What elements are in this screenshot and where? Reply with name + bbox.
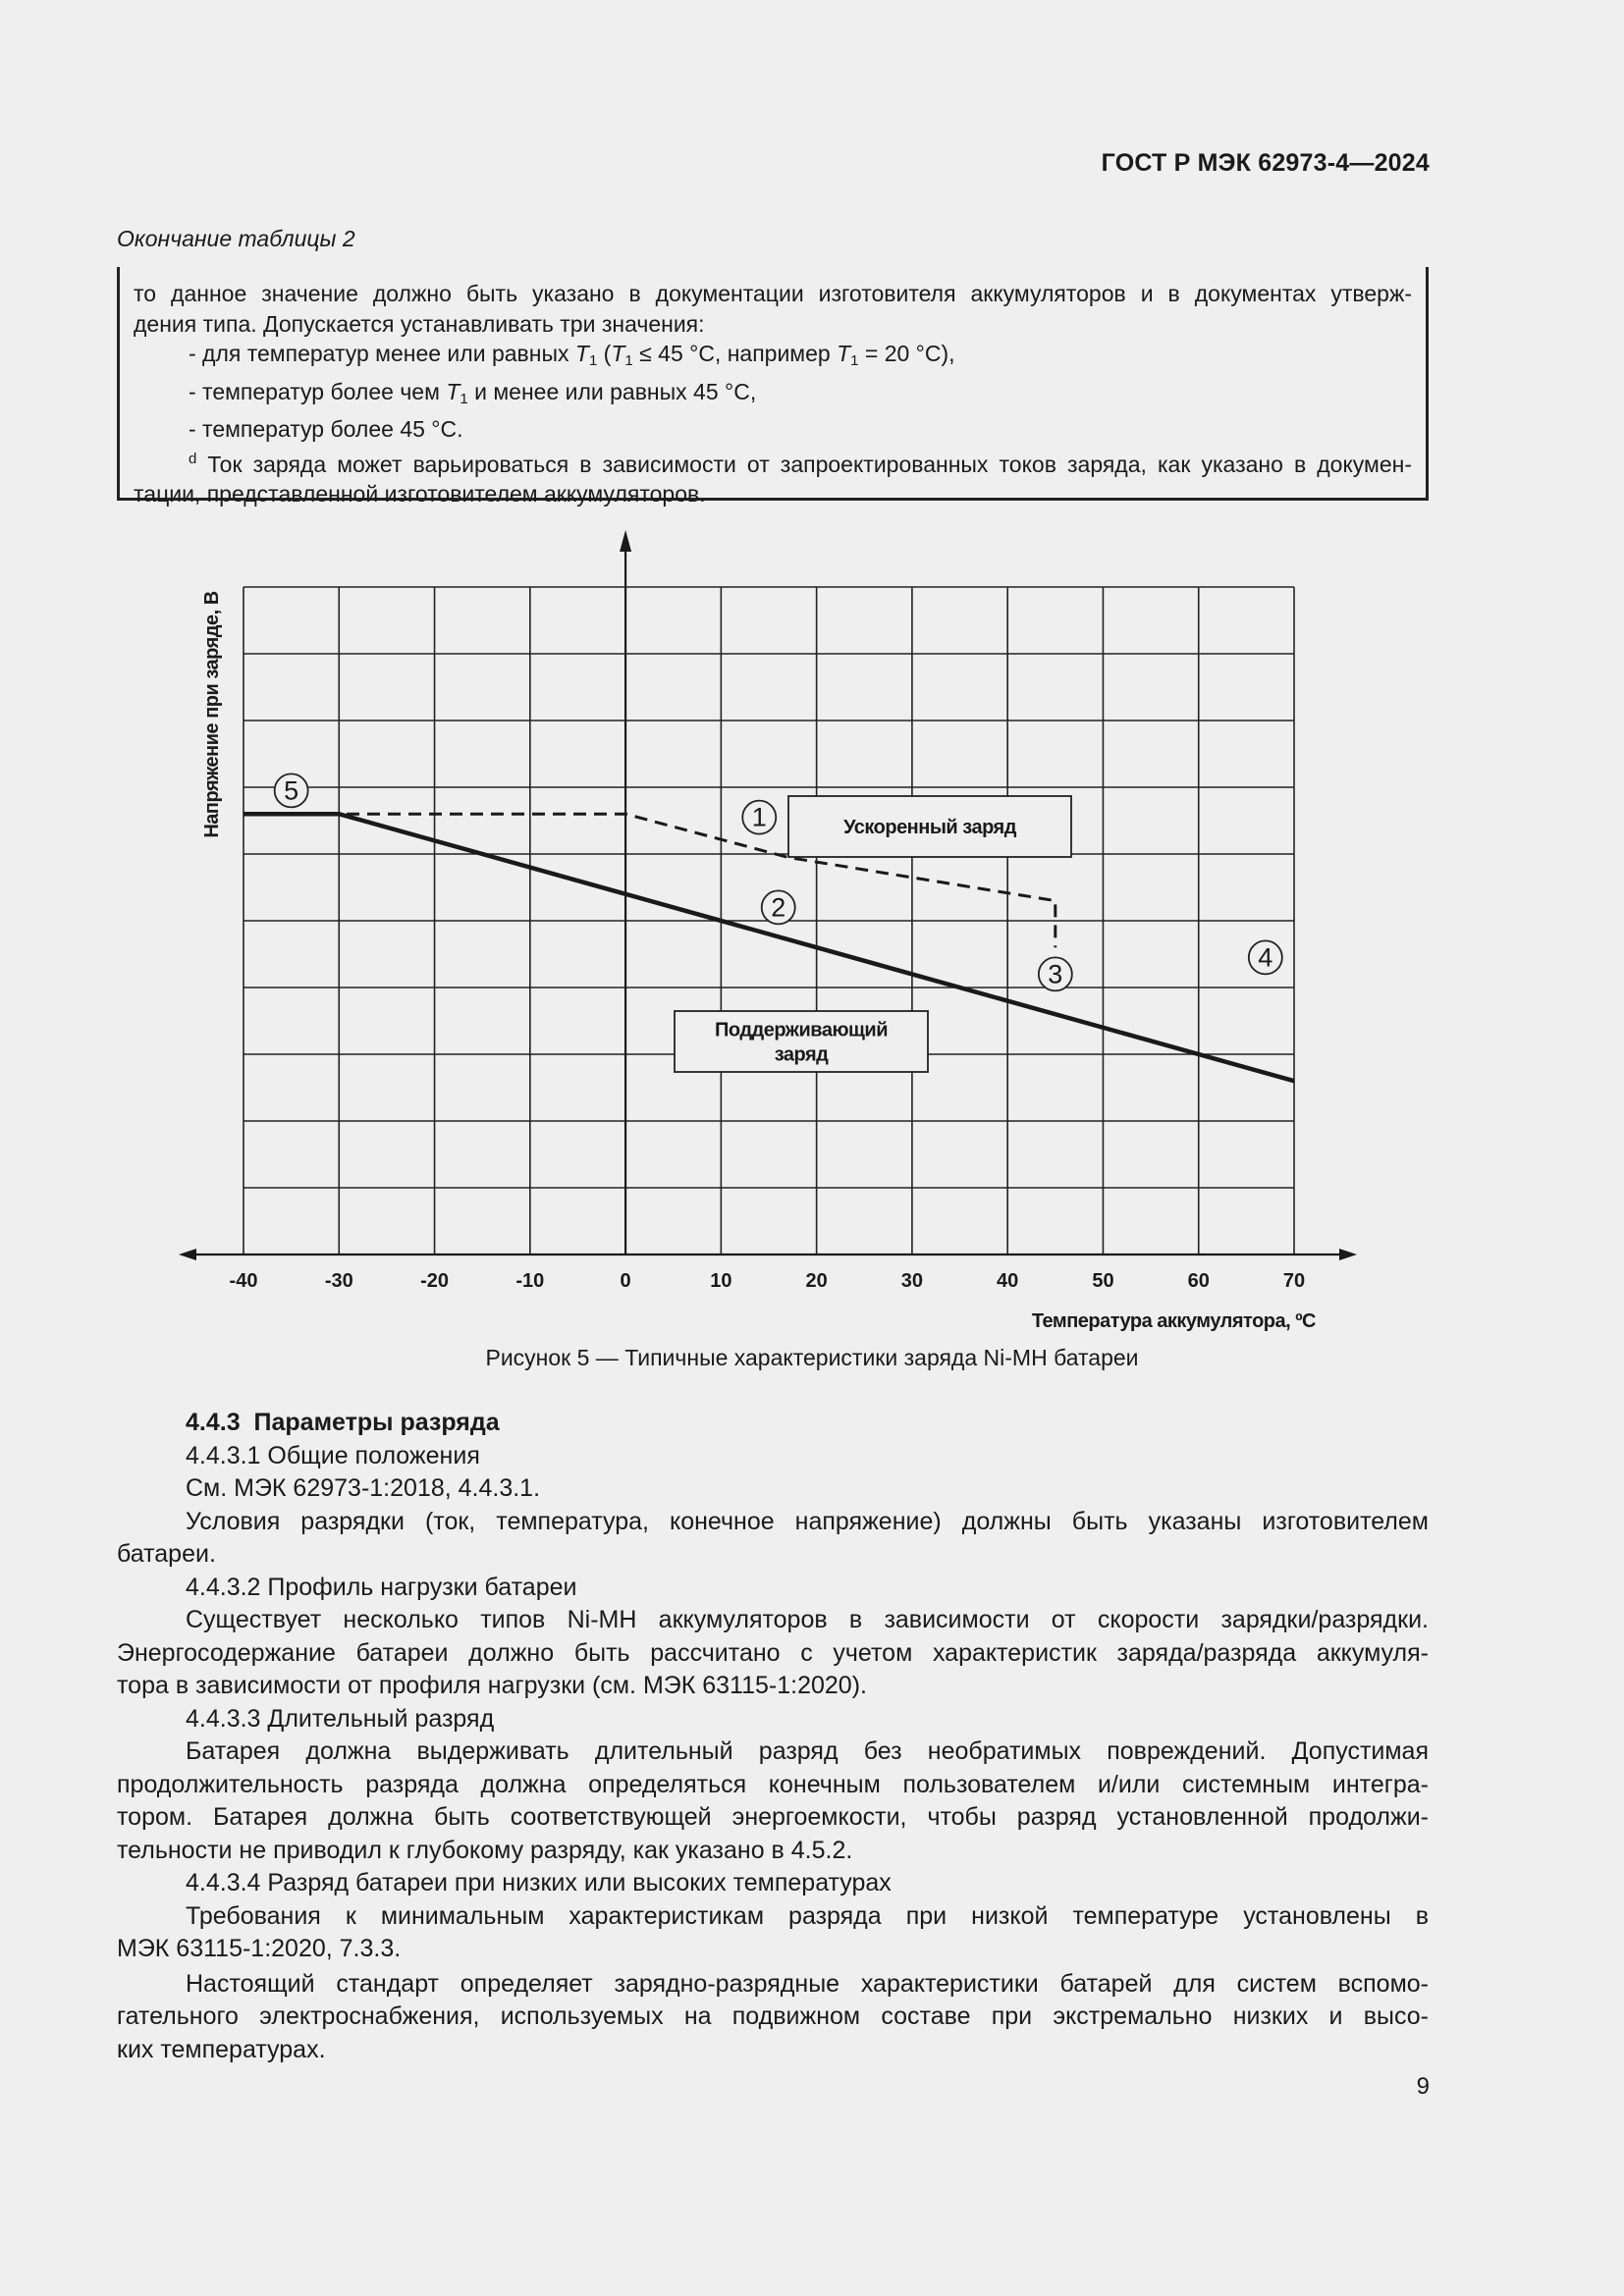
figure-caption: Рисунок 5 — Типичные характеристики заряда Ni-MH батареи <box>485 1345 1139 1370</box>
table-footnote-cont: тации, представленной изготовителем аккумуляторов. <box>134 481 706 507</box>
x-tick-label: -10 <box>515 1270 545 1292</box>
subsection-title: 4.4.3.3 Длительный разряд <box>186 1704 495 1733</box>
section-body <box>117 1407 1429 2066</box>
x-axis-arrow-left <box>179 1249 196 1260</box>
y-axis-arrow <box>620 530 631 552</box>
x-tick-label: 60 <box>1187 1270 1210 1292</box>
paragraph-cont: гательного электроснабжения, используемых на подвижном составе при экстремально низких и высо- <box>117 2002 1429 2030</box>
x-tick-label: 50 <box>1092 1270 1114 1292</box>
table-list-item: - температур более 45 °С. <box>189 416 463 442</box>
paragraph-cont: ких температурах. <box>117 2035 326 2063</box>
x-tick-label: 0 <box>620 1270 631 1292</box>
annotation-label: 3 <box>1048 959 1063 989</box>
paragraph: Существует несколько типов Ni-MH аккумуляторов в зависимости от скорости зарядки/разрядки. <box>186 1606 1429 1633</box>
paragraph-cont: батареи. <box>117 1540 216 1568</box>
x-axis-label: Температура аккумулятора, ºС <box>1031 1310 1316 1332</box>
paragraph-cont: тором. Батарея должна быть соответствующей энергоемкости, чтобы разряд установленной продолжи- <box>117 1803 1429 1831</box>
label-box-text: Поддерживающий <box>715 1019 888 1041</box>
x-tick-label: -20 <box>420 1270 449 1292</box>
table-footnote: $^d$ Ток заряда может варьироваться в зависимости от запроектированных токов заряда, как указано в докумен- <box>189 450 1412 477</box>
paragraph: Батарея должна выдерживать длительный разряд без необратимых повреждений. Допустимая <box>186 1737 1429 1765</box>
x-tick-label: 30 <box>900 1270 924 1292</box>
paragraph-cont: тора в зависимости от профиля нагрузки (см. МЭК 63115-1:2020). <box>117 1672 867 1699</box>
label-box-text: Ускоренный заряд <box>843 817 1016 838</box>
x-tick-label: -30 <box>324 1270 353 1292</box>
annotation-label: 5 <box>284 775 299 806</box>
paragraph-cont: тельности не приводил к глубокому разряду, как указано в 4.5.2. <box>117 1836 853 1864</box>
table-continuation-caption: Окончание таблицы 2 <box>117 226 355 251</box>
x-axis-arrow-right <box>1339 1249 1357 1260</box>
subsection-title: 4.4.3.4 Разряд батареи при низких или высоких температурах <box>186 1869 892 1896</box>
annotation-label: 1 <box>751 802 767 832</box>
paragraph: Настоящий стандарт определяет зарядно-разрядные характеристики батарей для систем вспомо- <box>186 1969 1429 1998</box>
chart-label-boxes <box>675 796 1071 1072</box>
section-heading: 4.4.3 Параметры разряда <box>186 1409 500 1436</box>
annotation-label: 4 <box>1258 942 1273 973</box>
label-box-text: заряд <box>774 1043 829 1066</box>
paragraph-cont: Энергосодержание батареи должно быть рассчитано с учетом характеристик заряда/разряда аккумуля- <box>117 1638 1429 1667</box>
x-tick-label: 70 <box>1282 1270 1306 1292</box>
x-tick-label: 10 <box>710 1270 732 1292</box>
table-list-item: - температур более чем $T_1$ и менее или равных 45 °С, <box>189 378 757 407</box>
document-header: ГОСТ Р МЭК 62973-4—2024 <box>1101 149 1430 177</box>
page-number: 9 <box>1416 2073 1430 2100</box>
annotation-label: 2 <box>771 892 786 923</box>
table-text-line: то данное значение должно быть указано в документации изготовителя аккумуляторов и в документах утверж- <box>134 281 1412 306</box>
paragraph-cont: МЭК 63115-1:2020, 7.3.3. <box>117 1935 402 1962</box>
paragraph: См. МЭК 62973-1:2018, 4.4.3.1. <box>186 1474 541 1502</box>
chart-annotations <box>275 774 1282 990</box>
subsection-title: 4.4.3.2 Профиль нагрузки батареи <box>186 1573 577 1601</box>
x-tick-label: -40 <box>229 1270 258 1292</box>
paragraph: Требования к минимальным характеристикам разряда при низкой температуре установлены в <box>186 1901 1429 1930</box>
x-tick-label: 20 <box>805 1270 828 1292</box>
subsection-title: 4.4.3.1 Общие положения <box>186 1441 480 1469</box>
chart-tick-labels <box>230 1270 1306 1292</box>
y-axis-label: Напряжение при заряде, В <box>201 591 223 838</box>
paragraph-cont: продолжительность разряда должна определяться конечным пользователем и/или системным интегра- <box>117 1770 1429 1798</box>
x-tick-label: 40 <box>997 1270 1019 1292</box>
table-text-line: дения типа. Допускается устанавливать три значения: <box>134 310 705 337</box>
paragraph: Условия разрядки (ток, температура, конечное напряжение) должны быть указаны изготовителем <box>186 1507 1429 1535</box>
table-list-item: - для температур менее или равных $T_1$ ($T_1 \le 45$ °С, например $T_1 = 20$ °С), <box>189 341 955 369</box>
